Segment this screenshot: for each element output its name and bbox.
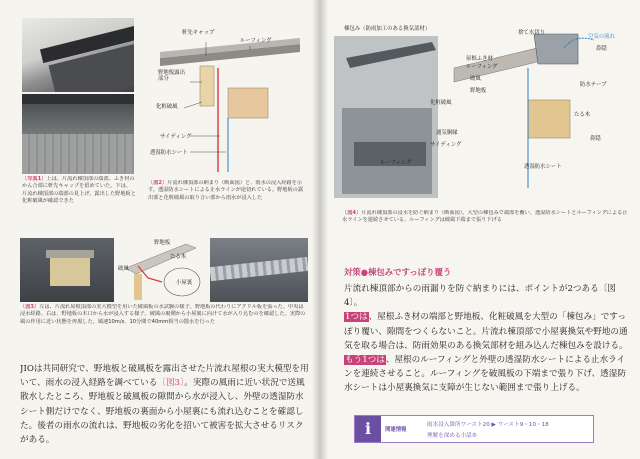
- fig4-label-bargeboard: 破風: [470, 76, 481, 82]
- photo1-caption-text: 上は、片流れ棟頂部の端部。ふき材のかん合部に軒先キャップを留めていた。下は、片流れ棟頂部の端部の見上げ。露出した野地板と化粧破風が確認できた: [22, 176, 136, 205]
- left-body-text: [20, 362, 310, 448]
- fig3-label-rafter: たる木: [170, 254, 187, 260]
- fig4-label-siding: サイディング: [430, 142, 462, 148]
- fig4-label-roof-board: 屋根ふき材: [466, 56, 493, 62]
- fig3-photo-mockup: [20, 238, 114, 302]
- related-info-box: [354, 415, 594, 443]
- fig2-leader-4: [184, 102, 202, 108]
- fig3-label-attic: 小屋裏: [176, 280, 193, 286]
- fig4-label-sheathing: 野地板: [470, 88, 487, 94]
- right-body-p1: 片流れ棟頂部からの雨漏りを防ぐ納まりには、ポイントが2つある〔図4〕。: [344, 284, 616, 309]
- fig2-label-fascia: 化粧破風: [156, 104, 178, 110]
- left-body-fig3-ref: 〔図3〕: [157, 378, 185, 389]
- fig4-caption: [342, 210, 632, 238]
- fig3-caption-tag: 〔図3〕: [20, 304, 40, 310]
- left-body-line-2: 。実際の風雨に近い状況で送風散水したところ、野地板と破風板の隙間から水が浸入し、外壁の透湿防水シート側だけでなく、野地板の裏面から小屋裏にも流れ込むことを確認した。後者の雨水の流れは、野地板の劣化を招いて被害を拡大させるリスクがある。: [20, 378, 305, 446]
- photo-ridge-edge: [22, 18, 134, 92]
- right-body-p2: [344, 310, 632, 353]
- fig2-label-roofing: ルーフィング: [240, 38, 272, 44]
- fig2-caption-text: 片流れ棟頂部の納まり（断面図）と、雨水の浸入経路を示す。透湿防水シートによる止水ラインが途切れている。野地板の露出部と化粧破風の取り合い部から雨水が浸入した: [148, 180, 304, 201]
- fig4-caption-tag: 〔図4〕: [342, 210, 362, 216]
- photo1-caption: [22, 176, 136, 226]
- fig4-label-airflow: 空気の流れ: [588, 34, 615, 40]
- point-two-mark: もう1つは: [345, 355, 385, 366]
- fig2-caption-tag: 〔図2〕: [148, 180, 168, 186]
- point-one-mark: 1つは: [345, 312, 368, 323]
- related-info-label: 関連情報: [385, 427, 407, 433]
- fig3-caption: [20, 304, 308, 340]
- right-body-text: [344, 282, 632, 408]
- fig4-ridge-cap: [534, 34, 578, 64]
- fig4-label-fascia: 化粧破風: [430, 100, 452, 106]
- right-body-p3-text: 、屋根のルーフィングと外壁の透湿防水シートによる止水ラインを連続させること。ルーフィングを破風板の下端まで張り下げ、透湿防水シートは小屋裏換気に支障が生じない範囲まで張り上げる。: [344, 355, 626, 394]
- fig3-label-sheathing: 野地板: [154, 240, 171, 246]
- fig2-label-siding: サイディング: [160, 134, 192, 140]
- fig2-label-membrane: 透湿防水シート: [150, 150, 188, 156]
- fig3-flow-diagram: [116, 238, 208, 302]
- fig4-label-drip: 捨て水切り: [518, 30, 545, 36]
- fig4-section-diagram: [332, 28, 628, 208]
- fig3-photo-water: [210, 238, 308, 302]
- fig4-label-vent-strip: 通気胴縁: [436, 130, 458, 136]
- fig3-wall: [134, 274, 142, 300]
- fig2-caption: [148, 180, 308, 222]
- fig4-caption-text: 片流れ棟頂部の浸水を防ぐ納まり（断面図）。大型の棟包みで端部を覆い、透湿防水シートとルーフィングによる止水ラインを連続させている。ルーフィングは破風下端まで張り下げる: [342, 210, 628, 224]
- section-heading: 対策●棟包みですっぽり覆う: [344, 267, 452, 277]
- related-info-link-1[interactable]: 雨水浸入箇所ワースト20 ▶ ワースト9・10・18: [427, 422, 549, 428]
- fig4-label-ridge-wrap: 棟包み（防雨加工のある換気部材）: [344, 26, 431, 32]
- right-page: [320, 0, 640, 459]
- fig4-label-membrane: 透湿防水シート: [524, 164, 562, 170]
- info-icon: i: [355, 416, 381, 442]
- fig2-section-diagram: [140, 22, 310, 180]
- right-body-p3: [344, 353, 632, 396]
- fig2-sheathing: [200, 66, 214, 106]
- fig3-caption-text: 左は、片流れ屋根頂部の実大模型を用いた破風板の水試験の様子。野地板の代わりにアクリル板を張った。中央は浸水経路。右は、野地板の木口から水が浸入する様子。破風の裏側から小屋裏に向けて水が入り込むのを確認した。実際の風の作用に近い状態を再現した。風速10m/s、10分間で40mm相当の散水を行った: [20, 304, 306, 325]
- fig4-label-membrane-tape: 防水テープ: [580, 82, 607, 88]
- book-gutter: [312, 0, 328, 459]
- fig2-wall: [228, 88, 268, 118]
- photo-ridge-underside: [22, 94, 134, 174]
- photo1-caption-tag: 〔写真1〕: [22, 176, 47, 182]
- fig4-label-rafter: たる木: [574, 112, 591, 118]
- related-info-link-2[interactable]: 理解を深める小話⑤: [427, 433, 477, 439]
- fig4-label-vent-cover: ルーフィング: [380, 160, 412, 166]
- fig2-label-eave-cap: 軒先キャップ: [182, 30, 215, 36]
- fig4-wall-block: [528, 100, 570, 138]
- fig3-label-bargeboard: 破風: [118, 266, 129, 272]
- fig4-label-wall-plate-2: 鼻隠: [590, 136, 601, 142]
- right-body-p2-text: 、屋根ふき材の端部と野地板、化粧破風を大型の「棟包み」ですっぽり覆い、隙間をつくらないこと。片流れ棟頂部で小屋裏換気や野地の通気を取る場合は、防雨効果のある換気部材を組み込んだ棟包みを設ける。: [344, 312, 628, 351]
- fig4-label-wall-plate: 鼻隠: [596, 46, 607, 52]
- left-body-line-1: JIOは共同研究で、野地板と破風板を露出させた片流れ屋根の実大模型を用いて、雨水の浸入経路を調べている: [20, 364, 309, 389]
- fig2-label-exposed: 野地板露出部分: [158, 70, 185, 82]
- fig4-label-roofing: ルーフィング: [466, 64, 498, 70]
